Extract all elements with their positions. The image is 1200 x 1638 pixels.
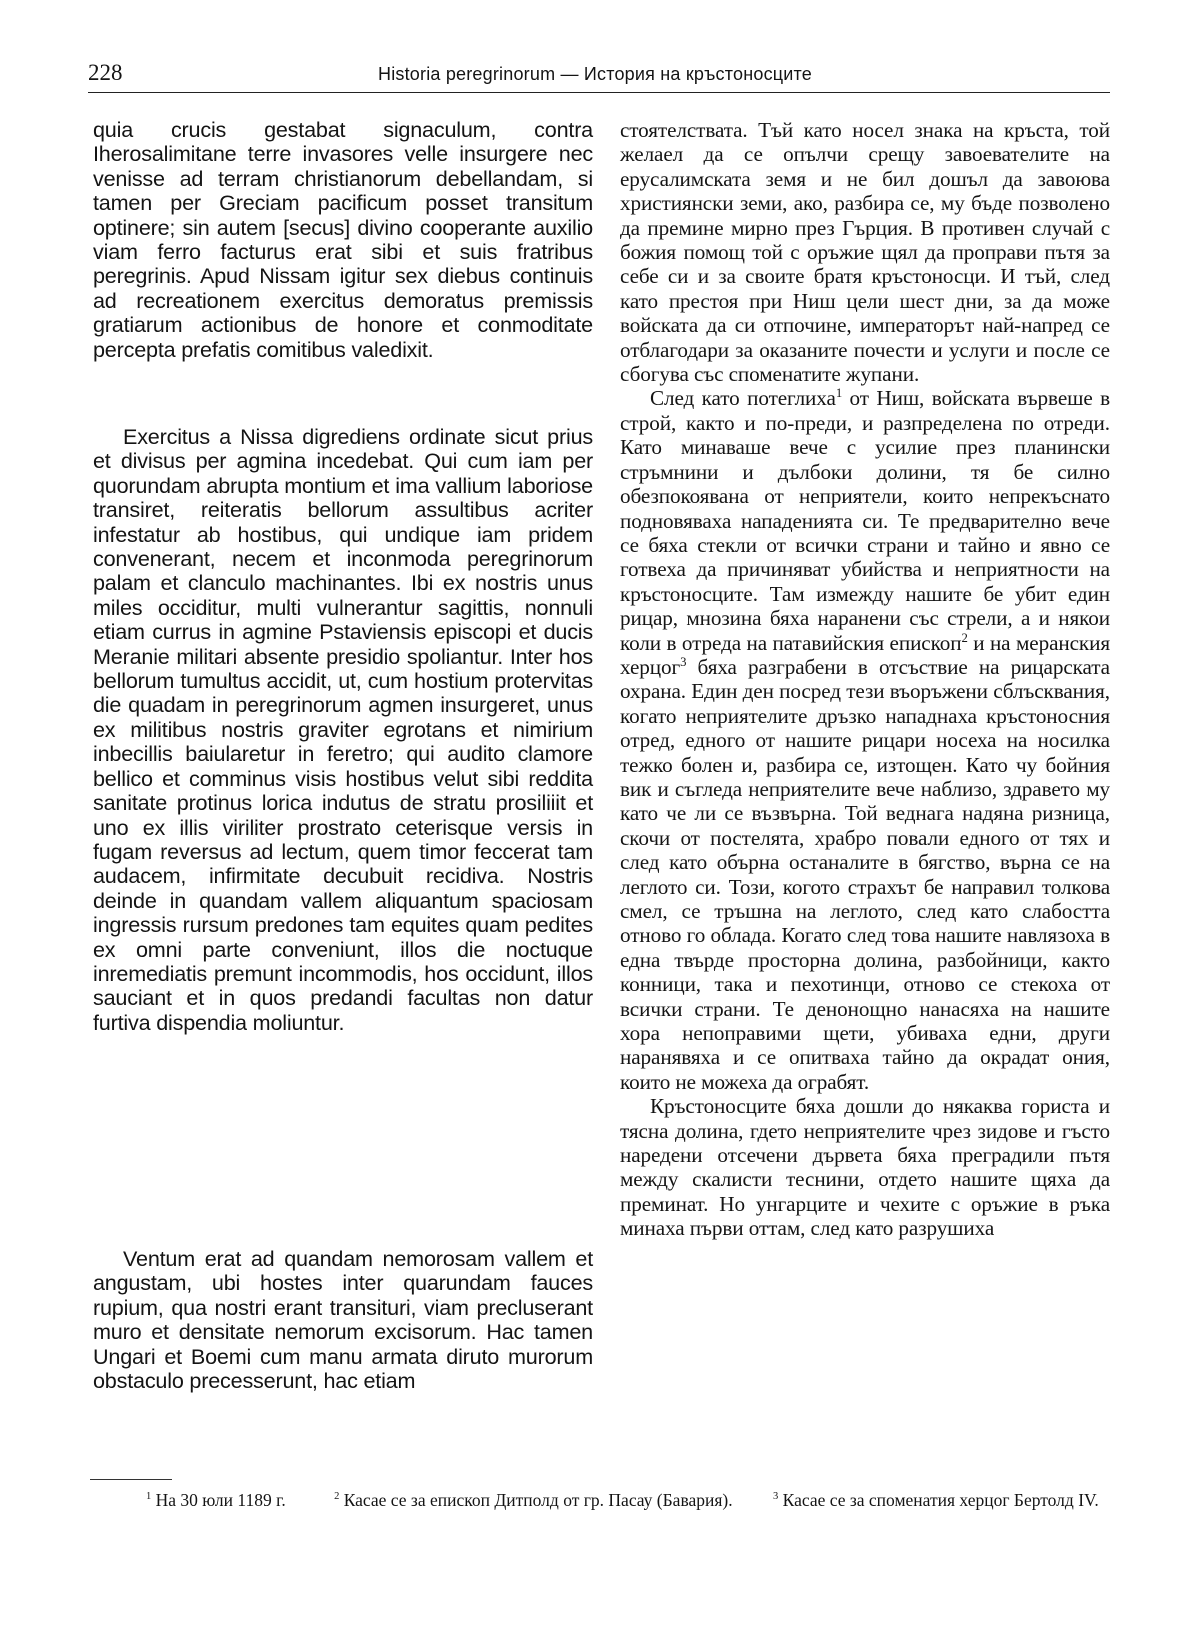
footnotes [90, 1489, 1110, 1511]
latin-column-part-2 [93, 425, 593, 1035]
page-number: 228 [88, 60, 123, 85]
bg-p2-text-b: от Ниш, войската вървеше в строй, както и по-преди, и разпределена по отреди. Като минаваше вече с усилие през планински стръмнини и дълбоки долини, тя бе силно обезпокоявана от неприятели, които непрекъснато подновяваха нападенията си. Те предварително вече се бяха стекли от всички страни и тайно и явно се готвеха да причиняват убийства и неприятности на кръстоносците. Там измежду нашите бе убит един рицар, мнозина бяха наранени със стрели, а и някои коли в отреда на патавийския епископ [620, 386, 1111, 655]
bulgarian-column [620, 118, 1110, 1241]
footnote-ref-1[interactable]: 1 [835, 386, 843, 401]
footnote-2-text: Касае се за епископ Дитполд от гр. Пасау (Бавария). [339, 1490, 733, 1510]
bulgarian-paragraph-3: Кръстоносците бяха дошли до някаква гориста и тясна долина, гдето неприятелите чрез зидове и гъсто наредени отсечени дървета бяха преградили пътя между скалисти теснини, отдето нашите щяха да преминат. Но унгарците и чехите с оръжие в ръка минаха първи оттам, след като разрушиха [620, 1094, 1110, 1241]
running-head: Historia peregrinorum — История на кръстоносците [378, 64, 812, 84]
page-header [88, 58, 1110, 93]
latin-paragraph-2: Exercitus a Nissa digrediens ordinate sicut prius et divisus per agmina incedebat. Qui cum iam per quorundam abrupta montium et ima vallium laboriose transiret, reiteratis bellorum assultibus acriter infestatur ab hostibus, qui undique iam pridem convenerant, necem et inconmoda peregrinorum palam et clanculo machinantes. Ibi ex nostris unus miles occiditur, multi vulnerantur sagittis, nonnuli etiam currus in agmine Pstaviensis episcopi et ducis Meranie militari absente presidio spoliantur. Inter hos bellorum tumultus accidit, ut, cum hostium protervitas die quadam in peregrinorum agmen insurgeret, unus ex militibus nostris graviter egrotans et nimirium inbecillis baiularetur in feretro; qui audito clamore bellico et comminus visis hostibus velut sibi reddita sanitate protinus lorica indutus de stratu prosiliiit et uno ex illis viriliter prostrato ceterisque versis in fugam reversus ad lectum, quem timor feccerat tam audacem, infirmitate decubuit recidiva. Nostris deinde in quandam vallem aliquantum spaciosam ingressis rursum predones tam equites quam pedites ex omni parte conveniunt, illos die noctuque inremediatis premunt incommodis, hos occidunt, illos sauciant et in quos predandi facultas non datur furtiva dispendia moliuntur. [93, 424, 593, 1035]
footnote-1-mark: 1 [146, 1491, 152, 1503]
bg-p2-text-a: След като потеглиха [650, 386, 836, 411]
bg-p2-text-d: бяха разграбени в отсъствие на рицарската охрана. Един ден посред тези въоръжени сблъсквания, когато неприятелите дръзко нападнаха кръстоносния отред, едного от нашите рицари носеха на носилка тежко болен и, разбира се, изтощен. Като чу бойния вик и съгледа неприятелите вече наблизо, здравето му като че ли се възвърна. Той веднага надяна ризница, скочи от постелята, храбро повали едного от тях и след като обърна останалите в бягство, върна се на леглото си. Този, когото страхът бе направил толкова смел, се тръшна на леглото, след като слабостта отново го облада. Когато след това нашите навлязоха в една твърде просторна долина, разбойници, както конници, така и пехотинци, отново се стекоха от всички страни. Те денонощно нанасяха на нашите хора непоправими щети, убиваха едни, други наранявяха и се опитваха тайно да окрадат ония, които не можеха да ограбят. [620, 654, 1110, 1094]
footnote-1 [146, 1490, 286, 1510]
latin-paragraph-1: quia crucis gestabat signaculum, contra Iherosalimitane terre invasores velle insurgere nec venisse ad terram christianorum debellandam, si tamen per Greciam pacificum posset transitum optinere; sin autem [secus] divino cooperante auxilio viam ferro facturus erat sibi et suis fratribus peregrinis. Apud Nissam igitur sex diebus continuis ad recreationem exercitus demoratus premissis gratiarum actionibus de honore et conmoditate percepta prefatis comitibus valedixit. [93, 117, 593, 362]
footnote-2-mark: 2 [334, 1491, 340, 1503]
footnote-3-mark: 3 [773, 1491, 779, 1503]
bg-p2-text-c: и на меранския херцог [620, 630, 1110, 679]
bulgarian-paragraph-2 [620, 386, 1110, 1094]
footnote-3 [773, 1490, 1099, 1510]
footnote-ref-2[interactable]: 2 [961, 630, 968, 645]
bulgarian-paragraph-1: стоятелствата. Тъй като носел знака на кръста, той желаел да се опълчи срещу завоевателите на ерусалимската земя и не бил дошъл да завоюва християнски земи, ако, разбира се, му бъде позволено да премине мирно през Гърция. В противен случай с божия помощ той с оръжие щял да проправи пътя за себе си и за своите братя кръстоносци. И тъй, след като престоя при Ниш цели шест дни, за да може войската да си отпочине, императорът най-напред се отблагодари за оказаните почести и услуги и после се сбогува със споменатите жупани. [620, 118, 1110, 387]
latin-paragraph-3: Ventum erat ad quandam nemorosam vallem et angustam, ubi hostes inter quarundam fauces rupium, qua nostri erant transituri, viam precluserant muro et densitate nemorum excisorum. Hac tamen Ungari et Boemi cum manu armata diruto murorum obstaculo precesserunt, hac etiam [93, 1246, 593, 1394]
latin-column [93, 118, 593, 362]
footnote-rule [90, 1479, 172, 1480]
footnote-ref-3[interactable]: 3 [680, 654, 687, 669]
footnote-2 [334, 1490, 733, 1510]
latin-column-part-3 [93, 1247, 593, 1393]
footnote-1-text: На 30 юли 1189 г. [151, 1490, 286, 1510]
footnote-3-text: Касае се за споменатия херцог Бертолд IV. [778, 1490, 1099, 1510]
